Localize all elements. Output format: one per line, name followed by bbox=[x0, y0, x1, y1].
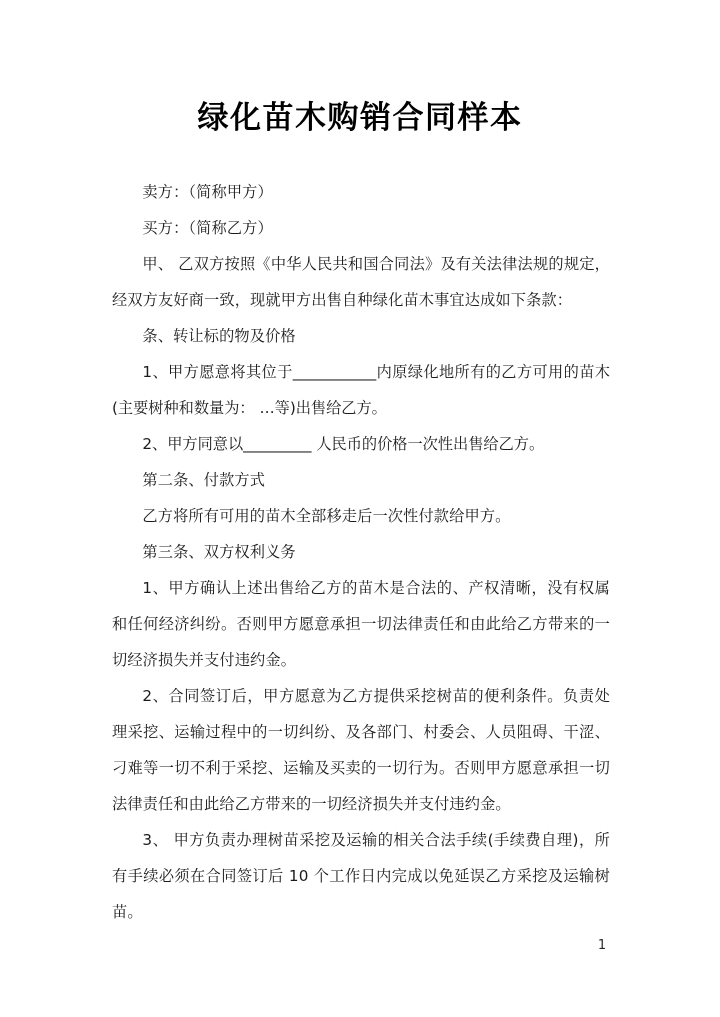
paragraph-seller: 卖方：（简称甲方） bbox=[142, 183, 273, 201]
paragraph-preamble: 甲、 乙双方按照《中华人民共和国合同法》及有关法律法规的规定，经双方友好商一致，现就甲方出售自种绿化苗木事宜达成如下条款： bbox=[112, 255, 610, 309]
heading-article-3: 第三条、双方权利义务 bbox=[142, 543, 296, 561]
paragraph-article-1-item-2: 2、甲方同意以_________ 人民币的价格一次性出售给乙方。 bbox=[142, 435, 545, 453]
page-number: 1 bbox=[597, 938, 607, 953]
paragraph-article-3-item-1: 1、甲方确认上述出售给乙方的苗木是合法的、产权清晰，没有权属和任何经济纠纷。否则甲方愿意承担一切法律责任和由此给乙方带来的一切经济损失并支付违约金。 bbox=[112, 579, 610, 669]
paragraph-article-1-item-1: 1、甲方愿意将其位于___________内原绿化地所有的乙方可用的苗木(主要树种和数量为： …等)出售给乙方。 bbox=[112, 363, 610, 417]
paragraph-article-3-item-3: 3、 甲方负责办理树苗采挖及运输的相关合法手续(手续费自理)，所有手续必须在合同签订后 10 个工作日内完成以免延误乙方采挖及运输树苗。 bbox=[112, 831, 610, 921]
page-title: 绿化苗木购销合同样本 bbox=[197, 100, 523, 136]
paragraph-article-3-item-2: 2、合同签订后，甲方愿意为乙方提供采挖树苗的便利条件。负责处理采挖、运输过程中的一切纠纷、及各部门、村委会、人员阻碍、干涩、刁难等一切不利于采挖、运输及买卖的一切行为。否则甲方愿意承担一切法律责任和由此给乙方带来的一切经济损失并支付违约金。 bbox=[112, 687, 610, 813]
heading-article-2: 第二条、付款方式 bbox=[142, 471, 266, 489]
paragraph-article-2-body: 乙方将所有可用的苗木全部移走后一次性付款给甲方。 bbox=[142, 507, 511, 525]
paragraph-buyer: 买方：（简称乙方） bbox=[142, 219, 273, 237]
heading-article-1: 条、转让标的物及价格 bbox=[142, 327, 296, 345]
document-body bbox=[112, 174, 610, 930]
